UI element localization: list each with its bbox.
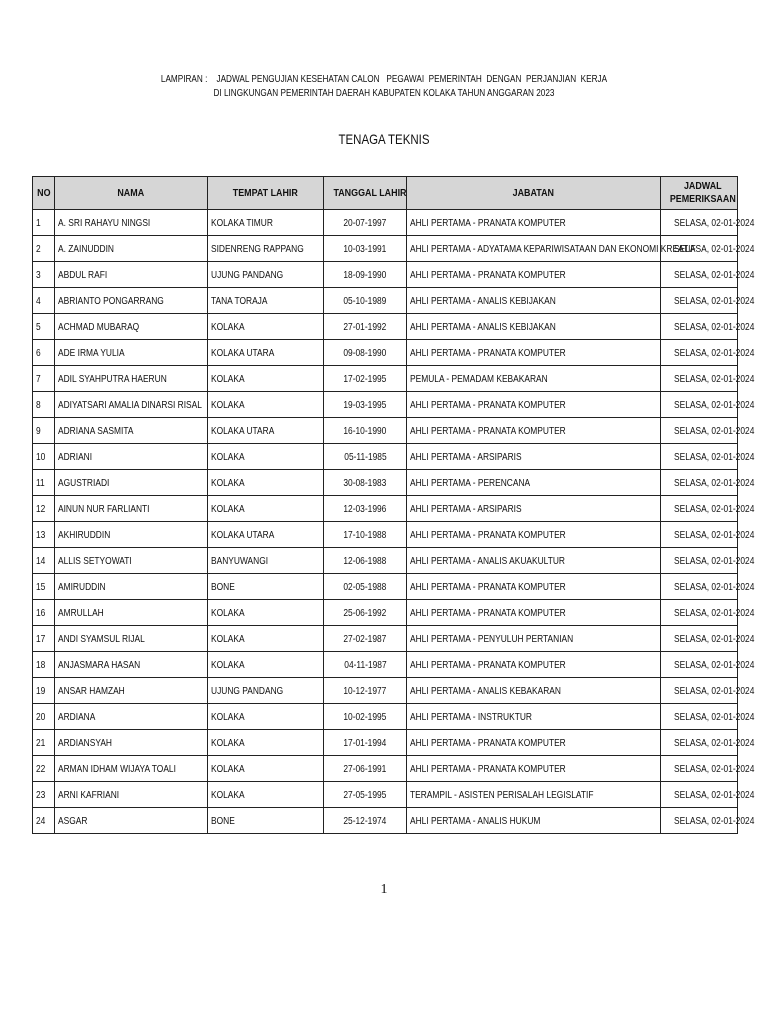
cell-jadwal: SELASA, 02-01-2024 <box>661 340 738 366</box>
cell-tanggal-lahir: 02-05-1988 <box>324 574 407 600</box>
cell-jabatan: AHLI PERTAMA - ANALIS HUKUM <box>407 808 661 834</box>
cell-jadwal: SELASA, 02-01-2024 <box>661 522 738 548</box>
cell-tanggal-lahir: 12-03-1996 <box>324 496 407 522</box>
table-row <box>33 574 738 600</box>
cell-no: 3 <box>33 262 55 288</box>
table-row <box>33 314 738 340</box>
cell-tanggal-lahir: 30-08-1983 <box>324 470 407 496</box>
table-row <box>33 236 738 262</box>
header-tanggal-lahir: TANGGAL LAHIR <box>324 177 407 210</box>
cell-no: 7 <box>33 366 55 392</box>
cell-tanggal-lahir: 12-06-1988 <box>324 548 407 574</box>
cell-jadwal: SELASA, 02-01-2024 <box>661 262 738 288</box>
cell-tanggal-lahir: 04-11-1987 <box>324 652 407 678</box>
cell-nama: AINUN NUR FARLIANTI <box>55 496 208 522</box>
cell-no: 21 <box>33 730 55 756</box>
cell-no: 20 <box>33 704 55 730</box>
cell-tempat-lahir: BONE <box>208 808 324 834</box>
cell-nama: A. ZAINUDDIN <box>55 236 208 262</box>
cell-no: 12 <box>33 496 55 522</box>
cell-no: 24 <box>33 808 55 834</box>
cell-tanggal-lahir: 10-03-1991 <box>324 236 407 262</box>
cell-no: 1 <box>33 210 55 236</box>
table-row <box>33 340 738 366</box>
cell-tanggal-lahir: 20-07-1997 <box>324 210 407 236</box>
cell-jabatan: AHLI PERTAMA - ANALIS KEBIJAKAN <box>407 314 661 340</box>
cell-jabatan: AHLI PERTAMA - PRANATA KOMPUTER <box>407 340 661 366</box>
table-row <box>33 366 738 392</box>
cell-nama: ADIL SYAHPUTRA HAERUN <box>55 366 208 392</box>
cell-tempat-lahir: KOLAKA <box>208 626 324 652</box>
cell-tempat-lahir: SIDENRENG RAPPANG <box>208 236 324 262</box>
schedule-table <box>32 176 755 834</box>
cell-tempat-lahir: KOLAKA <box>208 652 324 678</box>
cell-tanggal-lahir: 10-12-1977 <box>324 678 407 704</box>
cell-jabatan: AHLI PERTAMA - ARSIPARIS <box>407 444 661 470</box>
cell-tempat-lahir: KOLAKA <box>208 366 324 392</box>
cell-tanggal-lahir: 19-03-1995 <box>324 392 407 418</box>
cell-tempat-lahir: KOLAKA <box>208 756 324 782</box>
cell-tanggal-lahir: 09-08-1990 <box>324 340 407 366</box>
table-row <box>33 418 738 444</box>
cell-nama: AGUSTRIADI <box>55 470 208 496</box>
cell-no: 11 <box>33 470 55 496</box>
cell-no: 16 <box>33 600 55 626</box>
table-row <box>33 262 738 288</box>
cell-jabatan: AHLI PERTAMA - PRANATA KOMPUTER <box>407 574 661 600</box>
cell-jadwal: SELASA, 02-01-2024 <box>661 392 738 418</box>
cell-jadwal: SELASA, 02-01-2024 <box>661 574 738 600</box>
cell-tempat-lahir: KOLAKA <box>208 704 324 730</box>
header-no: NO <box>33 177 55 210</box>
cell-no: 14 <box>33 548 55 574</box>
table-row <box>33 288 738 314</box>
cell-jabatan: AHLI PERTAMA - ANALIS KEBAKARAN <box>407 678 661 704</box>
table-row <box>33 626 738 652</box>
cell-tanggal-lahir: 17-01-1994 <box>324 730 407 756</box>
cell-tanggal-lahir: 16-10-1990 <box>324 418 407 444</box>
cell-tempat-lahir: KOLAKA <box>208 496 324 522</box>
cell-jabatan: AHLI PERTAMA - PERENCANA <box>407 470 661 496</box>
cell-jadwal: SELASA, 02-01-2024 <box>661 756 738 782</box>
cell-jadwal: SELASA, 02-01-2024 <box>661 444 738 470</box>
cell-tanggal-lahir: 10-02-1995 <box>324 704 407 730</box>
cell-nama: ADRIANA SASMITA <box>55 418 208 444</box>
cell-jadwal: SELASA, 02-01-2024 <box>661 314 738 340</box>
header-jabatan: JABATAN <box>407 177 661 210</box>
cell-jabatan: AHLI PERTAMA - PRANATA KOMPUTER <box>407 730 661 756</box>
table-row <box>33 444 738 470</box>
cell-nama: ANSAR HAMZAH <box>55 678 208 704</box>
cell-tempat-lahir: UJUNG PANDANG <box>208 262 324 288</box>
table-row <box>33 392 738 418</box>
cell-jadwal: SELASA, 02-01-2024 <box>661 782 738 808</box>
cell-nama: A. SRI RAHAYU NINGSI <box>55 210 208 236</box>
cell-no: 9 <box>33 418 55 444</box>
cell-nama: ADRIANI <box>55 444 208 470</box>
cell-nama: ASGAR <box>55 808 208 834</box>
cell-jadwal: SELASA, 02-01-2024 <box>661 288 738 314</box>
cell-jadwal: SELASA, 02-01-2024 <box>661 418 738 444</box>
section-title: TENAGA TEKNIS <box>338 131 430 147</box>
cell-jabatan: AHLI PERTAMA - PRANATA KOMPUTER <box>407 418 661 444</box>
cell-jabatan: AHLI PERTAMA - PENYULUH PERTANIAN <box>407 626 661 652</box>
cell-nama: ABRIANTO PONGARRANG <box>55 288 208 314</box>
cell-jabatan: TERAMPIL - ASISTEN PERISALAH LEGISLATIF <box>407 782 661 808</box>
table-row <box>33 470 738 496</box>
cell-tempat-lahir: KOLAKA UTARA <box>208 522 324 548</box>
table-row <box>33 808 738 834</box>
cell-tanggal-lahir: 05-10-1989 <box>324 288 407 314</box>
cell-tanggal-lahir: 18-09-1990 <box>324 262 407 288</box>
cell-tanggal-lahir: 05-11-1985 <box>324 444 407 470</box>
cell-jabatan: AHLI PERTAMA - PRANATA KOMPUTER <box>407 262 661 288</box>
cell-tempat-lahir: KOLAKA <box>208 470 324 496</box>
cell-tempat-lahir: UJUNG PANDANG <box>208 678 324 704</box>
cell-tanggal-lahir: 27-06-1991 <box>324 756 407 782</box>
cell-nama: ADIYATSARI AMALIA DINARSI RISAL <box>55 392 208 418</box>
cell-jadwal: SELASA, 02-01-2024 <box>661 704 738 730</box>
cell-no: 13 <box>33 522 55 548</box>
cell-tempat-lahir: KOLAKA UTARA <box>208 340 324 366</box>
cell-no: 10 <box>33 444 55 470</box>
cell-no: 18 <box>33 652 55 678</box>
cell-jadwal: SELASA, 02-01-2024 <box>661 366 738 392</box>
cell-nama: ANDI SYAMSUL RIJAL <box>55 626 208 652</box>
document-header-line-1: LAMPIRAN : JADWAL PENGUJIAN KESEHATAN CALON PEGAWAI PEMERINTAH DENGAN PERJANJIAN KERJA <box>160 74 608 85</box>
cell-tanggal-lahir: 27-02-1987 <box>324 626 407 652</box>
table-row <box>33 704 738 730</box>
cell-tempat-lahir: KOLAKA <box>208 782 324 808</box>
cell-jabatan: AHLI PERTAMA - ANALIS AKUAKULTUR <box>407 548 661 574</box>
cell-nama: AMRULLAH <box>55 600 208 626</box>
cell-jadwal: SELASA, 02-01-2024 <box>661 678 738 704</box>
cell-jadwal: SELASA, 02-01-2024 <box>661 730 738 756</box>
cell-tanggal-lahir: 27-05-1995 <box>324 782 407 808</box>
cell-jadwal: SELASA, 02-01-2024 <box>661 626 738 652</box>
cell-tempat-lahir: KOLAKA <box>208 600 324 626</box>
cell-nama: ABDUL RAFI <box>55 262 208 288</box>
cell-jabatan: AHLI PERTAMA - PRANATA KOMPUTER <box>407 756 661 782</box>
table-row <box>33 548 738 574</box>
cell-tempat-lahir: KOLAKA <box>208 392 324 418</box>
cell-jabatan: AHLI PERTAMA - PRANATA KOMPUTER <box>407 392 661 418</box>
cell-jabatan: AHLI PERTAMA - PRANATA KOMPUTER <box>407 600 661 626</box>
cell-jadwal: SELASA, 02-01-2024 <box>661 470 738 496</box>
table-header-row <box>33 177 738 210</box>
cell-nama: AKHIRUDDIN <box>55 522 208 548</box>
cell-no: 4 <box>33 288 55 314</box>
cell-tempat-lahir: KOLAKA TIMUR <box>208 210 324 236</box>
cell-no: 8 <box>33 392 55 418</box>
cell-jabatan: AHLI PERTAMA - ADYATAMA KEPARIWISATAAN DAN EKONOMI KREATIF <box>407 236 661 262</box>
cell-tempat-lahir: KOLAKA <box>208 730 324 756</box>
cell-nama: ACHMAD MUBARAQ <box>55 314 208 340</box>
cell-jadwal: SELASA, 02-01-2024 <box>661 210 738 236</box>
cell-jabatan: AHLI PERTAMA - PRANATA KOMPUTER <box>407 652 661 678</box>
cell-jabatan: AHLI PERTAMA - ARSIPARIS <box>407 496 661 522</box>
cell-nama: ARNI KAFRIANI <box>55 782 208 808</box>
table-row <box>33 652 738 678</box>
cell-tempat-lahir: BANYUWANGI <box>208 548 324 574</box>
cell-no: 2 <box>33 236 55 262</box>
cell-jabatan: PEMULA - PEMADAM KEBAKARAN <box>407 366 661 392</box>
table-row <box>33 522 738 548</box>
cell-tanggal-lahir: 17-10-1988 <box>324 522 407 548</box>
cell-nama: ALLIS SETYOWATI <box>55 548 208 574</box>
cell-jabatan: AHLI PERTAMA - INSTRUKTUR <box>407 704 661 730</box>
table-row <box>33 210 738 236</box>
cell-jabatan: AHLI PERTAMA - PRANATA KOMPUTER <box>407 210 661 236</box>
cell-jabatan: AHLI PERTAMA - PRANATA KOMPUTER <box>407 522 661 548</box>
cell-nama: ARDIANSYAH <box>55 730 208 756</box>
header-jadwal-pemeriksaan: JADWAL PEMERIKSAAN <box>661 177 738 210</box>
cell-jadwal: SELASA, 02-01-2024 <box>661 652 738 678</box>
header-nama: NAMA <box>55 177 208 210</box>
cell-nama: ARDIANA <box>55 704 208 730</box>
cell-no: 17 <box>33 626 55 652</box>
cell-tempat-lahir: KOLAKA <box>208 444 324 470</box>
cell-nama: ANJASMARA HASAN <box>55 652 208 678</box>
table-row <box>33 678 738 704</box>
cell-tempat-lahir: KOLAKA <box>208 314 324 340</box>
document-header-line-2: DI LINGKUNGAN PEMERINTAH DAERAH KABUPATEN KOLAKA TAHUN ANGGARAN 2023 <box>213 88 555 99</box>
cell-jadwal: SELASA, 02-01-2024 <box>661 548 738 574</box>
cell-nama: AMIRUDDIN <box>55 574 208 600</box>
cell-jadwal: SELASA, 02-01-2024 <box>661 496 738 522</box>
cell-tanggal-lahir: 17-02-1995 <box>324 366 407 392</box>
table-row <box>33 496 738 522</box>
cell-tanggal-lahir: 27-01-1992 <box>324 314 407 340</box>
cell-tempat-lahir: TANA TORAJA <box>208 288 324 314</box>
table-row <box>33 730 738 756</box>
cell-no: 19 <box>33 678 55 704</box>
cell-jadwal: SELASA, 02-01-2024 <box>661 236 738 262</box>
cell-tanggal-lahir: 25-06-1992 <box>324 600 407 626</box>
table-row <box>33 782 738 808</box>
cell-jadwal: SELASA, 02-01-2024 <box>661 600 738 626</box>
cell-nama: ARMAN IDHAM WIJAYA TOALI <box>55 756 208 782</box>
cell-no: 22 <box>33 756 55 782</box>
cell-tanggal-lahir: 25-12-1974 <box>324 808 407 834</box>
table-row <box>33 600 738 626</box>
table-row <box>33 756 738 782</box>
cell-no: 6 <box>33 340 55 366</box>
cell-nama: ADE IRMA YULIA <box>55 340 208 366</box>
cell-no: 15 <box>33 574 55 600</box>
page-number: 1 <box>380 882 388 897</box>
header-tempat-lahir: TEMPAT LAHIR <box>208 177 324 210</box>
cell-tempat-lahir: KOLAKA UTARA <box>208 418 324 444</box>
cell-no: 23 <box>33 782 55 808</box>
cell-tempat-lahir: BONE <box>208 574 324 600</box>
cell-jabatan: AHLI PERTAMA - ANALIS KEBIJAKAN <box>407 288 661 314</box>
cell-no: 5 <box>33 314 55 340</box>
cell-jadwal: SELASA, 02-01-2024 <box>661 808 738 834</box>
